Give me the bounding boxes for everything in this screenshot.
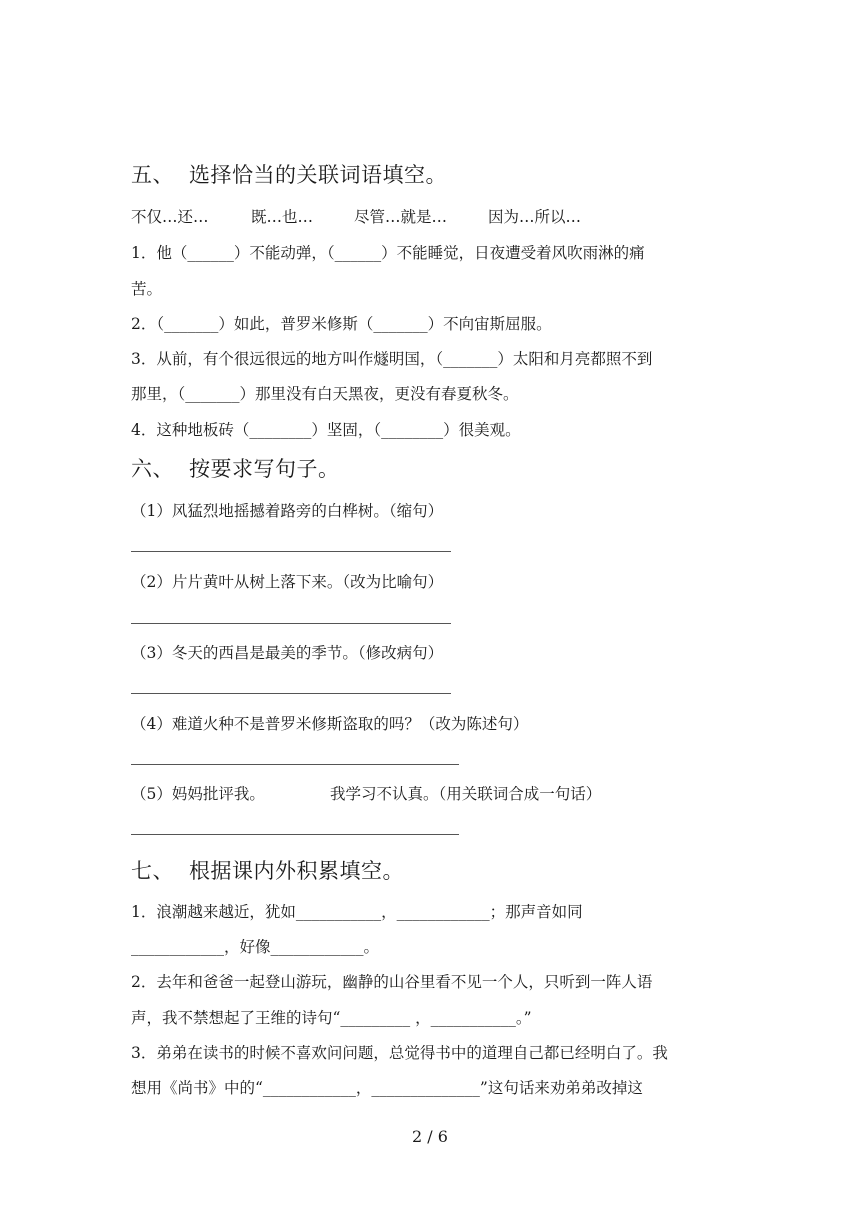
question-7-2-line-1: 2．去年和爸爸一起登山游玩，幽静的山谷里看不见一个人，只听到一阵人语 — [131, 973, 653, 991]
sentence-task-1: （1）风猛烈地摇撼着路旁的白桦树。（缩句） — [131, 502, 444, 520]
question-7-2-line-2: 声，我不禁想起了王维的诗句“_________ ，___________。” — [131, 1009, 532, 1027]
sentence-task-4: （4）难道火种不是普罗米修斯盗取的吗？（改为陈述句） — [131, 715, 529, 733]
conjunction-option: 因为…所以… — [488, 208, 582, 226]
section-6-heading — [131, 456, 340, 482]
section-5-title: 选择恰当的关联词语填空。 — [189, 163, 447, 187]
question-5-3-line-1: 3．从前，有个很远很远的地方叫作燧明国，（_______）太阳和月亮都照不到 — [131, 350, 653, 368]
answer-line — [131, 693, 451, 694]
sentence-task-3: （3）冬天的西昌是最美的季节。（修改病句） — [131, 644, 444, 662]
section-5-heading — [131, 162, 447, 188]
answer-line — [131, 551, 451, 552]
sentence-task-5-part-2: 我学习不认真。（用关联词合成一句话） — [330, 785, 602, 803]
sentence-task-2: （2）片片黄叶从树上落下来。（改为比喻句） — [131, 573, 444, 591]
conjunction-option: 不仅…还… — [131, 208, 209, 226]
conjunction-options — [131, 207, 581, 227]
section-7-number: 七、 — [131, 859, 174, 883]
answer-line — [131, 834, 459, 835]
answer-line — [131, 623, 451, 624]
question-7-3-line-2: 想用《尚书》中的“____________，______________”这句话来劝弟弟改掉这 — [131, 1079, 643, 1097]
page-number: 2 / 6 — [412, 1127, 448, 1146]
question-5-2: 2．（_______）如此，普罗米修斯（_______）不向宙斯屈服。 — [131, 315, 552, 333]
question-5-4: 4．这种地板砖（________）坚固，（________）很美观。 — [131, 421, 521, 439]
section-7-title: 根据课内外积累填空。 — [189, 859, 404, 883]
question-5-3-line-2: 那里，（_______）那里没有白天黑夜，更没有春夏秋冬。 — [131, 385, 519, 403]
question-7-3-line-1: 3．弟弟在读书的时候不喜欢问问题，总觉得书中的道理自己都已经明白了。我 — [131, 1044, 668, 1062]
section-6-title: 按要求写句子。 — [189, 457, 340, 481]
question-5-1-line-2: 苦。 — [131, 280, 163, 298]
sentence-task-5-part-1: （5）妈妈批评我。 — [131, 785, 265, 803]
section-6-number: 六、 — [131, 457, 174, 481]
sentence-task-5 — [131, 784, 601, 804]
section-7-heading — [131, 858, 404, 884]
conjunction-option: 尽管…就是… — [354, 208, 448, 226]
section-5-number: 五、 — [131, 163, 174, 187]
question-7-1-line-1: 1．浪潮越来越近，犹如___________，____________；那声音如同 — [131, 903, 583, 921]
conjunction-option: 既…也… — [251, 208, 314, 226]
question-5-1-line-1: 1．他（______）不能动弹，（______）不能睡觉，日夜遭受着风吹雨淋的痛 — [131, 244, 645, 262]
answer-line — [131, 764, 459, 765]
question-7-1-line-2: ____________，好像____________。 — [131, 938, 380, 956]
